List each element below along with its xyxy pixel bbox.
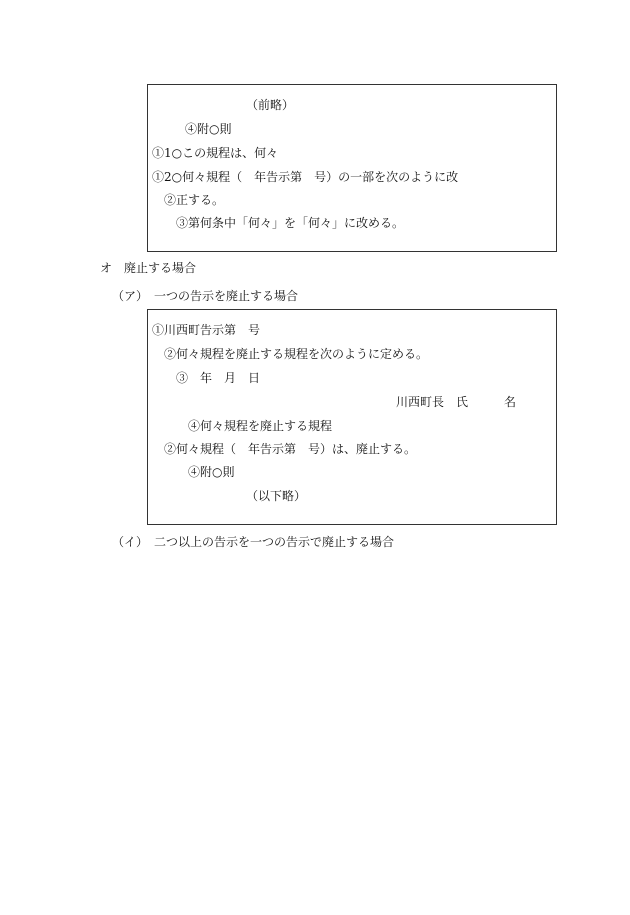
box2-line-date: ③ 年 月 日 xyxy=(176,371,261,385)
section-heading-o: オ 廃止する場合 xyxy=(100,261,197,275)
box2-line-repeal: ②何々規程（ 年告示第 号）は、廃止する。 xyxy=(164,442,417,456)
subsection-heading-i: （イ） 二つ以上の告示を一つの告示で廃止する場合 xyxy=(112,535,395,549)
box2-line-signature: 川西町長 氏 名 xyxy=(396,395,517,409)
box1-line-2: ①2○何々規程（ 年告示第 号）の一部を次のように改 xyxy=(152,170,459,184)
example-box-repeal xyxy=(147,309,557,525)
box2-line-supplementary: ④附○則 xyxy=(188,465,235,479)
box2-line-enactment: ②何々規程を廃止する規程を次のように定める。 xyxy=(164,347,429,361)
box2-line-title: ④何々規程を廃止する規程 xyxy=(188,419,333,433)
box1-line-3: ②正する。 xyxy=(164,193,225,207)
subsection-heading-a: （ア） 一つの告示を廃止する場合 xyxy=(112,289,299,303)
box2-line-notice-number: ①川西町告示第 号 xyxy=(152,323,261,337)
box1-line-preamble: （前略） xyxy=(246,98,295,112)
box1-line-1: ①1○この規程は、何々 xyxy=(152,146,279,160)
box2-line-omitted: （以下略） xyxy=(246,489,307,503)
box1-line-supplementary: ④附○則 xyxy=(185,122,232,136)
box1-line-4: ③第何条中「何々」を「何々」に改める。 xyxy=(176,216,405,230)
